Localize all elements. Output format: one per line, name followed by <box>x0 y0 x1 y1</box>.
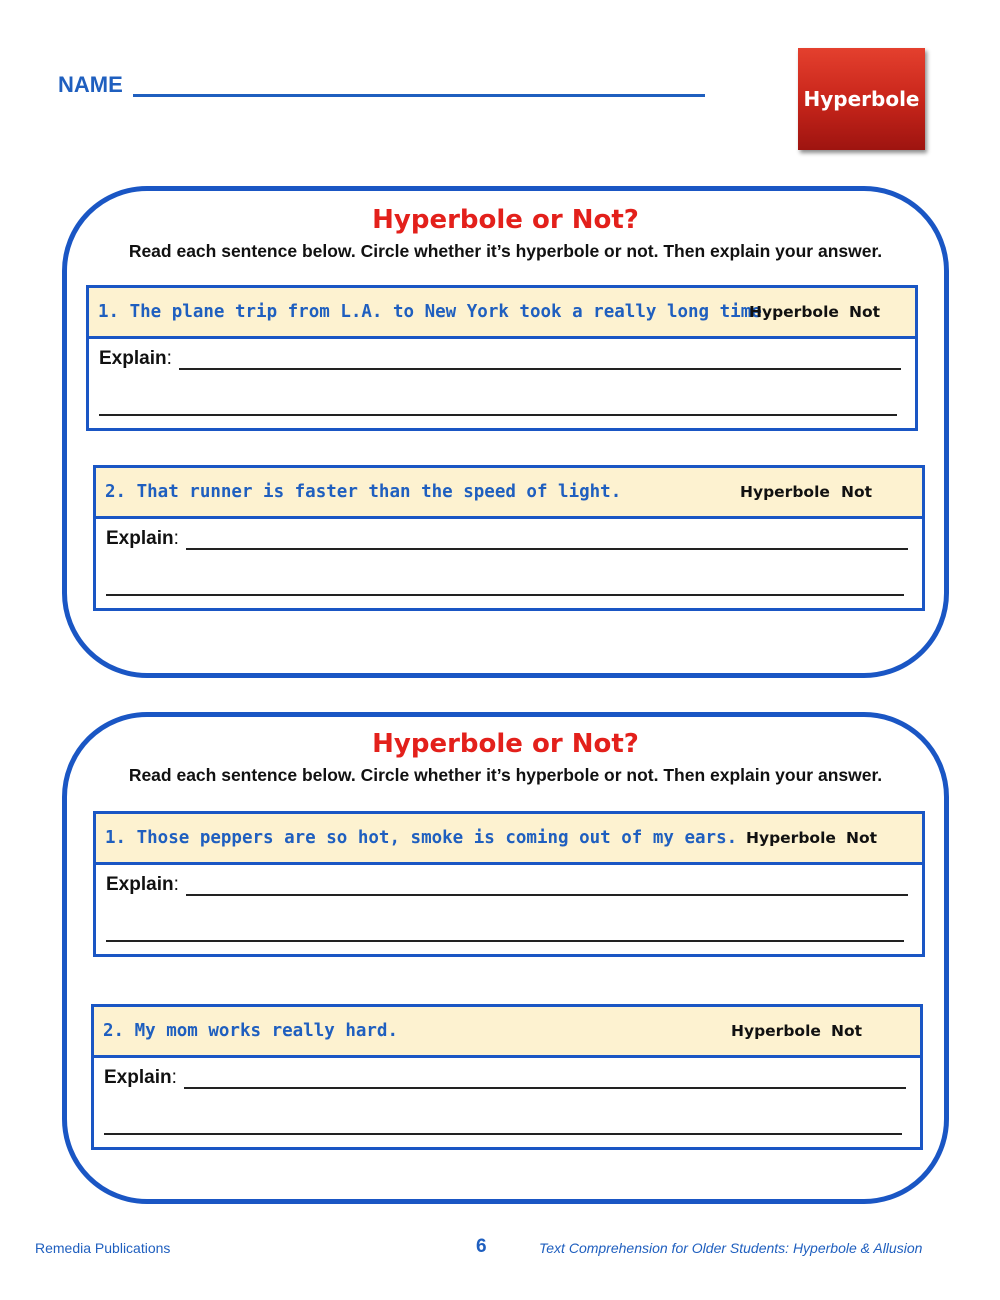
question-box-2 <box>93 465 925 611</box>
question-text: 1. The plane trip from L.A. to New York took a really long time. <box>98 302 773 322</box>
question-header <box>89 288 915 339</box>
question-header <box>96 814 922 865</box>
explain-label: Explain: <box>99 348 172 369</box>
question-box-1 <box>93 811 925 957</box>
explain-label: Explain: <box>104 1067 177 1088</box>
choice-hyperbole[interactable]: Hyperbole <box>749 303 839 321</box>
choice-hyperbole[interactable]: Hyperbole <box>746 829 836 847</box>
answer-line-2[interactable] <box>99 414 897 416</box>
answer-line-2[interactable] <box>106 594 904 596</box>
question-text: 2. My mom works really hard. <box>103 1021 399 1041</box>
panel-instructions: Read each sentence below. Circle whether it’s hyperbole or not. Then explain your answer. <box>128 241 883 261</box>
choice-not[interactable]: Not <box>841 483 873 501</box>
choice-hyperbole[interactable]: Hyperbole <box>740 483 830 501</box>
explain-label: Explain: <box>106 528 179 549</box>
answer-line-1[interactable] <box>186 894 908 896</box>
topic-badge <box>798 48 925 150</box>
answer-line-1[interactable] <box>179 368 901 370</box>
choice-not[interactable]: Not <box>846 829 878 847</box>
answer-line-1[interactable] <box>186 548 908 550</box>
panel-instructions: Read each sentence below. Circle whether it’s hyperbole or not. Then explain your answer. <box>128 765 883 785</box>
answer-line-2[interactable] <box>106 940 904 942</box>
question-box-1 <box>86 285 918 431</box>
panel-title: Hyperbole or Not? <box>372 729 639 759</box>
answer-line-1[interactable] <box>184 1087 906 1089</box>
name-label: NAME <box>58 72 123 97</box>
choice-hyperbole[interactable]: Hyperbole <box>731 1022 821 1040</box>
question-text: 1. Those peppers are so hot, smoke is coming out of my ears. <box>105 828 738 848</box>
answer-line-2[interactable] <box>104 1133 902 1135</box>
panel-title: Hyperbole or Not? <box>372 205 639 235</box>
topic-badge-label: Hyperbole <box>803 87 920 111</box>
question-text: 2. That runner is faster than the speed of light. <box>105 482 622 502</box>
choice-not[interactable]: Not <box>849 303 881 321</box>
name-line[interactable] <box>133 94 705 97</box>
footer-page-number: 6 <box>476 1236 487 1257</box>
choice-not[interactable]: Not <box>831 1022 863 1040</box>
explain-label: Explain: <box>106 874 179 895</box>
question-header <box>96 468 922 519</box>
footer-book-title: Text Comprehension for Older Students: Hyperbole & Allusion <box>539 1240 923 1256</box>
footer-publisher: Remedia Publications <box>35 1240 171 1256</box>
question-header <box>94 1007 920 1058</box>
exercise-panel-2 <box>62 712 949 1204</box>
exercise-panel-1 <box>62 186 949 678</box>
question-box-2 <box>91 1004 923 1150</box>
